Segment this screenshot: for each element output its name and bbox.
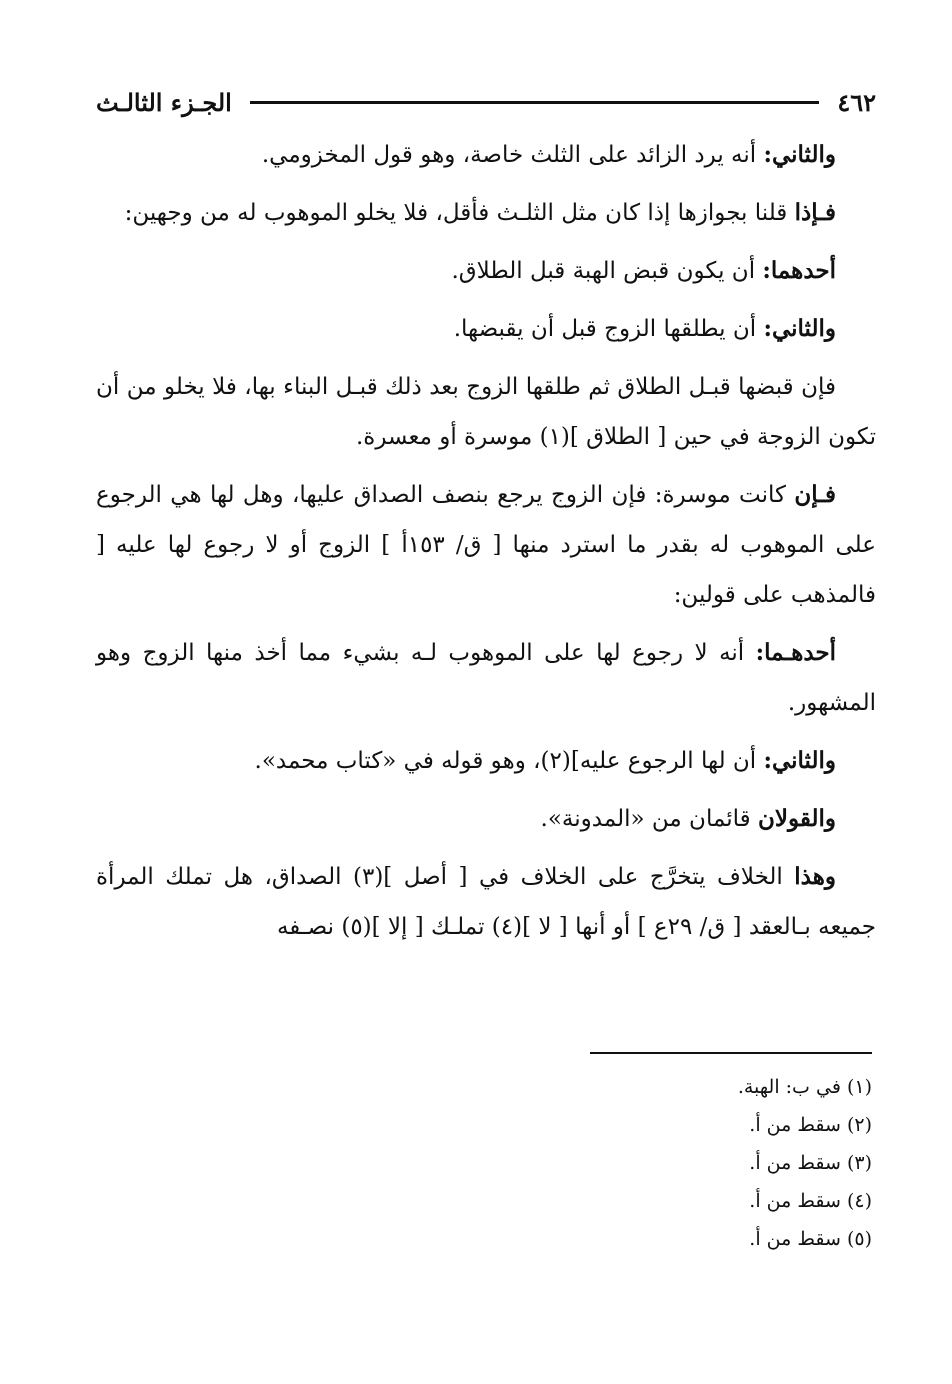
footnote: (٣) سقط من أ. [749, 1152, 872, 1174]
paragraph: والقولان قائمان من «المدونة». [540, 805, 836, 832]
paragraph: أحدهـما: أنه لا رجوع لها على الموهوب لـه بشيء مما أخذ منها الزوج وهو المشهور. [96, 639, 876, 716]
paragraph: والثاني: أن يطلقها الزوج قبل أن يقبضها. [453, 315, 836, 342]
footnote-separator [590, 1052, 872, 1054]
running-title: الجـزء الثالـث [96, 87, 232, 117]
footnote: (٥) سقط من أ. [749, 1228, 872, 1250]
page-header [96, 82, 876, 122]
header-rule [250, 101, 819, 104]
page-number: ٤٦٢ [837, 87, 876, 117]
paragraph: فإن قبضها قبـل الطلاق ثم طلقها الزوج بعد ذلك قبـل البناء بها، فلا يخلو من أن تكون الزوجة في حين [ الطلاق ](١) موسرة أو معسرة. [96, 374, 876, 450]
paragraph: فـإن كانت موسرة: فإن الزوج يرجع بنصف الصداق عليها، وهل لها هي الرجوع على الموهوب له بقدر ما استرد منها [ ق/ ١٥٣أ ] الزوج أو لا رجوع لها عليه [ فالمذهب على قولين: [96, 481, 877, 608]
paragraph: وهذا الخلاف يتخرَّج على الخلاف في [ أصل ](٣) الصداق، هل تملك المرأة جميعه بـالعقد [ ق/ ٢٩ع ] أو أنها [ لا ](٤) تملـك [ إلا ](٥) نصـفه [96, 863, 876, 940]
footnote: (٤) سقط من أ. [749, 1190, 872, 1212]
paragraph: والثاني: أنه يرد الزائد على الثلث خاصة، وهو قول المخزومي. [261, 141, 836, 168]
footnote: (١) في ب: الهبة. [737, 1076, 872, 1098]
footnotes [472, 1068, 872, 1258]
paragraph: والثاني: أن لها الرجوع عليه](٢)، وهو قوله في «كتاب محمد». [254, 747, 836, 774]
footnote: (٢) سقط من أ. [749, 1114, 872, 1136]
paragraph: أحدهما: أن يكون قبض الهبة قبل الطلاق. [451, 257, 836, 284]
main-text [96, 130, 876, 960]
paragraph: فـإذا قلنا بجوازها إذا كان مثل الثلـث فأقل، فلا يخلو الموهوب له من وجهين: [124, 199, 836, 226]
